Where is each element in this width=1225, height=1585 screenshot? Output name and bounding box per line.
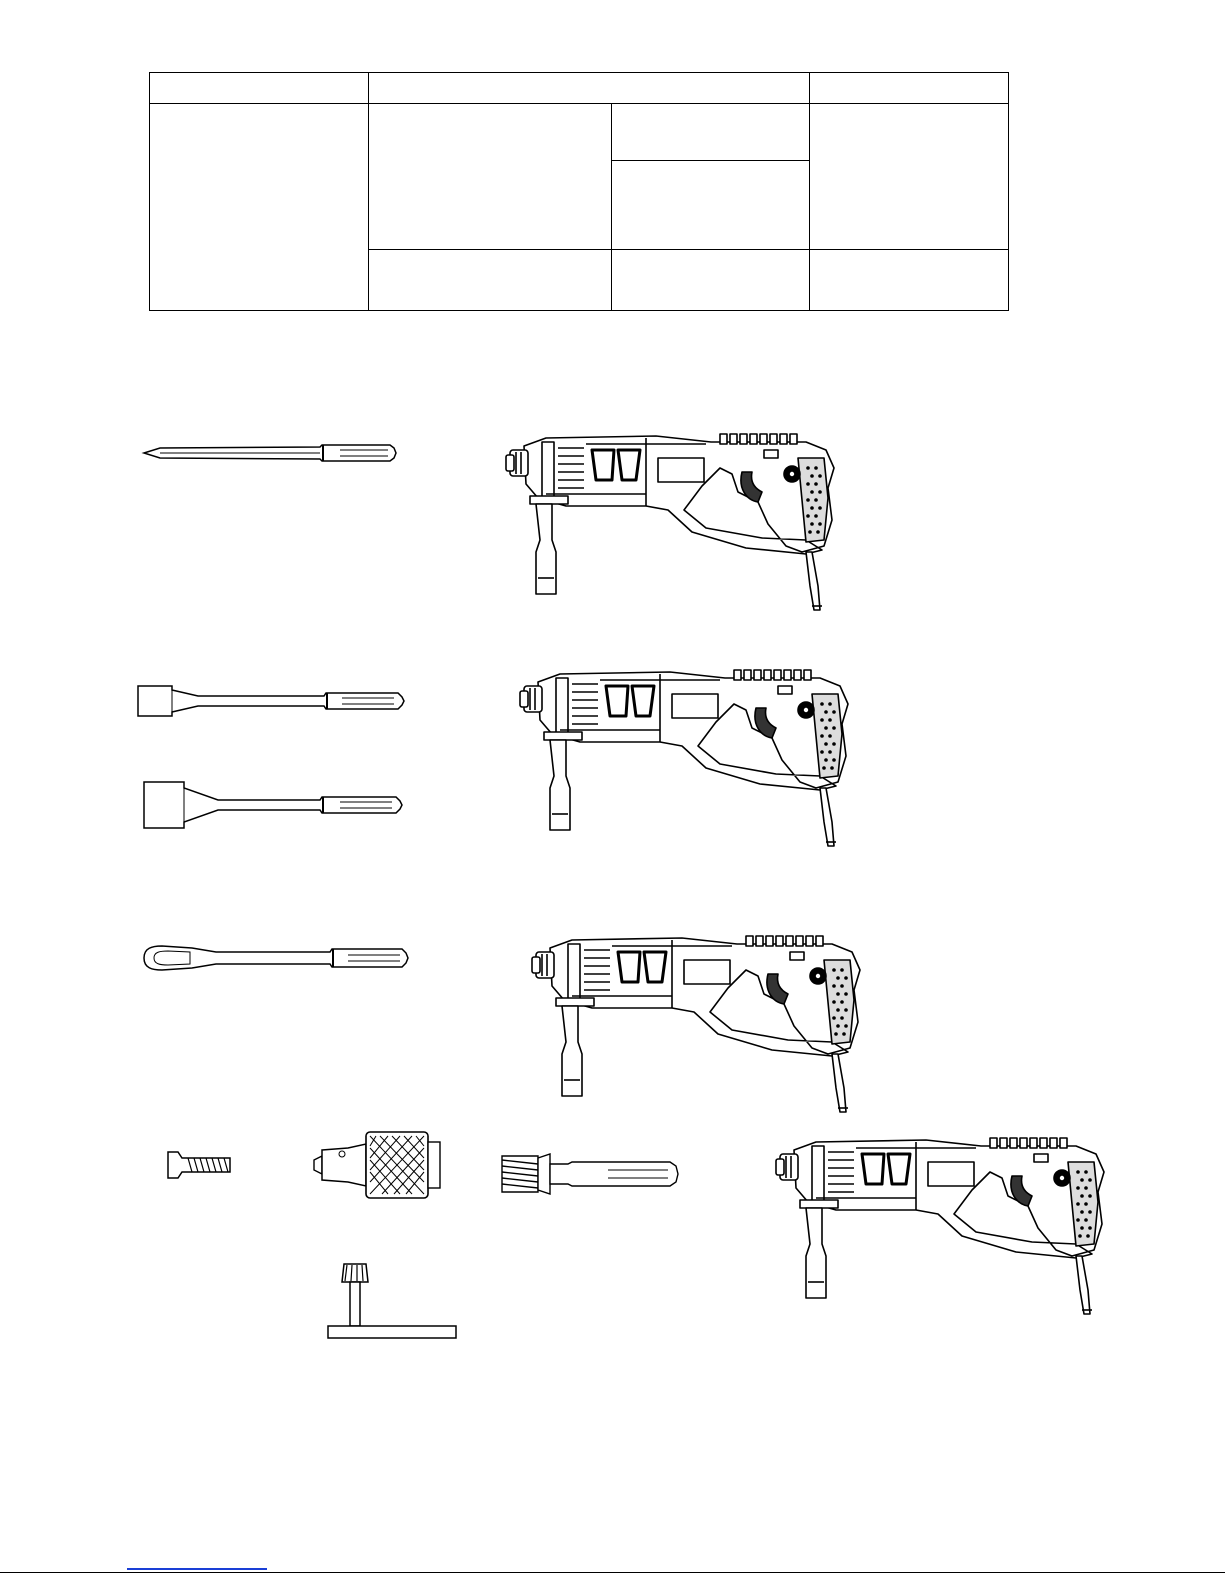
flat-chisel-illustration xyxy=(136,682,408,722)
table-cell xyxy=(612,250,810,311)
table-cell xyxy=(369,73,810,104)
table-cell xyxy=(150,104,369,311)
wide-flat-chisel-illustration xyxy=(140,780,408,834)
rotary-hammer-illustration xyxy=(532,930,862,1120)
footer-link[interactable] xyxy=(127,1568,267,1570)
table-cell xyxy=(369,250,612,311)
screw-illustration xyxy=(164,1148,236,1180)
table-cell xyxy=(810,104,1009,250)
table-header-row xyxy=(150,73,1009,104)
description-table xyxy=(149,72,1009,311)
chuck-key-illustration xyxy=(326,1258,460,1342)
table-cell xyxy=(150,73,369,104)
rotary-hammer-illustration xyxy=(506,428,836,618)
channel-chisel-illustration xyxy=(140,940,416,976)
sds-adapter-illustration xyxy=(498,1148,682,1200)
footer-divider xyxy=(0,1572,1225,1573)
table-cell xyxy=(369,104,612,250)
keyed-drill-chuck-illustration xyxy=(308,1128,444,1202)
table-row xyxy=(150,104,1009,161)
table-cell xyxy=(810,250,1009,311)
table-cell xyxy=(810,73,1009,104)
table-cell xyxy=(612,104,810,161)
table-cell xyxy=(612,161,810,250)
rotary-hammer-illustration xyxy=(520,664,850,854)
rotary-hammer-illustration xyxy=(776,1132,1106,1322)
pointed-chisel-illustration xyxy=(140,440,400,466)
